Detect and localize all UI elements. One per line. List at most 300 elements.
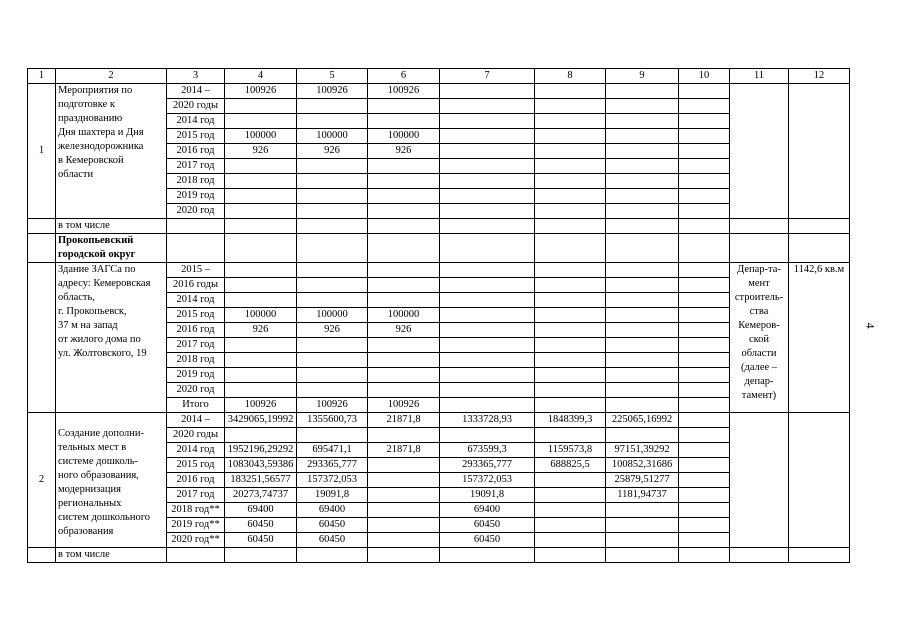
value-cell <box>606 263 679 278</box>
value-cell <box>535 278 606 293</box>
value-cell: 1952196,29292 <box>225 443 297 458</box>
period-cell: 2017 год <box>167 338 225 353</box>
value-cell <box>535 189 606 204</box>
value-cell <box>225 263 297 278</box>
table-cell <box>225 548 297 563</box>
value-cell <box>606 323 679 338</box>
header-cell: 2 <box>56 69 167 84</box>
value-cell: 1848399,3 <box>535 413 606 428</box>
value-cell <box>679 353 730 368</box>
value-cell: 293365,777 <box>440 458 535 473</box>
value-cell <box>440 159 535 174</box>
table-cell <box>606 219 679 234</box>
value-cell <box>606 533 679 548</box>
text-line: в Кемеровской <box>58 155 124 166</box>
value-cell: 100000 <box>225 129 297 144</box>
period-cell: 2019 год <box>167 189 225 204</box>
value-cell <box>297 189 368 204</box>
value-cell <box>606 204 679 219</box>
period-cell: 2016 год <box>167 323 225 338</box>
header-cell: 4 <box>225 69 297 84</box>
table-cell <box>167 219 225 234</box>
text-line: (далее – <box>740 362 778 373</box>
value-cell <box>225 368 297 383</box>
value-cell <box>440 84 535 99</box>
value-cell <box>297 174 368 189</box>
value-cell <box>297 263 368 278</box>
value-cell <box>297 204 368 219</box>
period-cell: 2016 год <box>167 473 225 488</box>
table-cell <box>440 219 535 234</box>
text-line: Здание ЗАГСа по <box>58 264 136 275</box>
value-cell <box>606 114 679 129</box>
row-number <box>28 548 56 563</box>
table-row <box>28 84 850 99</box>
event-title <box>56 84 167 219</box>
text-line: городской округ <box>58 249 136 260</box>
table-cell <box>368 219 440 234</box>
table-cell <box>730 548 789 563</box>
value-cell: 100000 <box>368 129 440 144</box>
value-cell <box>368 533 440 548</box>
table-row <box>28 413 850 428</box>
value-cell <box>297 159 368 174</box>
text-line: Мероприятия по <box>58 85 133 96</box>
text-line: Создание дополни- <box>58 428 145 439</box>
value-cell: 1355600,73 <box>297 413 368 428</box>
value-cell <box>368 278 440 293</box>
text-line: модернизация <box>58 484 121 495</box>
value-cell <box>440 144 535 159</box>
value-cell <box>225 204 297 219</box>
period-cell: 2020 год** <box>167 533 225 548</box>
table-cell <box>225 234 297 263</box>
value-cell <box>368 428 440 443</box>
period-cell: 2018 год <box>167 174 225 189</box>
value-cell <box>535 398 606 413</box>
table-cell <box>730 219 789 234</box>
header-cell: 1 <box>28 69 56 84</box>
text-line: ул. Жолтовского, 19 <box>58 348 147 359</box>
value-cell: 19091,8 <box>297 488 368 503</box>
table-cell <box>679 548 730 563</box>
value-cell <box>679 144 730 159</box>
table-cell <box>297 548 368 563</box>
value-cell: 688825,5 <box>535 458 606 473</box>
table-cell <box>535 219 606 234</box>
value-cell <box>679 458 730 473</box>
value-cell <box>297 353 368 368</box>
value-cell <box>679 338 730 353</box>
value-cell <box>368 383 440 398</box>
value-cell <box>679 293 730 308</box>
value-cell <box>606 174 679 189</box>
table-cell <box>789 219 850 234</box>
text-line: тельных мест в <box>58 442 127 453</box>
period-cell: 2014 год <box>167 114 225 129</box>
event-title <box>56 413 167 548</box>
value-cell <box>535 293 606 308</box>
header-cell: 12 <box>789 69 850 84</box>
value-cell: 926 <box>297 323 368 338</box>
value-cell <box>679 518 730 533</box>
value-cell <box>535 84 606 99</box>
value-cell: 1181,94737 <box>606 488 679 503</box>
value-cell <box>440 204 535 219</box>
text-line: мент <box>748 278 770 289</box>
value-cell <box>368 204 440 219</box>
value-cell <box>225 114 297 129</box>
value-cell: 100000 <box>225 308 297 323</box>
value-cell <box>679 413 730 428</box>
object-title <box>56 263 167 413</box>
text-line: ства <box>749 306 769 317</box>
value-cell: 69400 <box>440 503 535 518</box>
value-cell <box>535 114 606 129</box>
value-cell <box>606 398 679 413</box>
row-number <box>28 219 56 234</box>
table-cell <box>789 548 850 563</box>
responsible-cell <box>730 84 789 219</box>
value-cell: 69400 <box>225 503 297 518</box>
value-cell <box>440 263 535 278</box>
result-cell <box>789 413 850 548</box>
text-line: железнодорожника <box>58 141 144 152</box>
text-line: области <box>58 169 94 180</box>
value-cell <box>535 488 606 503</box>
text-line: региональных <box>58 498 122 509</box>
value-cell <box>679 368 730 383</box>
value-cell <box>368 488 440 503</box>
value-cell <box>679 189 730 204</box>
including-label: в том числе <box>56 548 167 563</box>
value-cell <box>440 368 535 383</box>
area-cell: 1142,6 кв.м <box>789 263 850 413</box>
period-cell: 2014 – <box>167 84 225 99</box>
value-cell <box>225 278 297 293</box>
value-cell <box>368 338 440 353</box>
text-line: образования <box>58 526 114 537</box>
table-cell <box>225 219 297 234</box>
value-cell <box>225 353 297 368</box>
value-cell <box>297 99 368 114</box>
value-cell: 21871,8 <box>368 443 440 458</box>
value-cell <box>535 308 606 323</box>
value-cell <box>535 353 606 368</box>
value-cell <box>606 308 679 323</box>
value-cell <box>440 308 535 323</box>
value-cell <box>368 353 440 368</box>
value-cell: 1083043,59386 <box>225 458 297 473</box>
row-number: 1 <box>28 84 56 219</box>
period-cell: 2016 годы <box>167 278 225 293</box>
value-cell <box>679 323 730 338</box>
value-cell <box>297 114 368 129</box>
text-line: от жилого дома по <box>58 334 141 345</box>
value-cell <box>535 368 606 383</box>
value-cell <box>679 278 730 293</box>
period-cell: 2015 год <box>167 308 225 323</box>
text-line: подготовке к <box>58 99 115 110</box>
value-cell <box>606 353 679 368</box>
value-cell <box>679 114 730 129</box>
responsible-cell <box>730 413 789 548</box>
value-cell: 60450 <box>225 533 297 548</box>
value-cell <box>297 428 368 443</box>
value-cell <box>679 308 730 323</box>
value-cell <box>368 293 440 308</box>
value-cell <box>440 323 535 338</box>
value-cell <box>297 293 368 308</box>
text-line: область, <box>58 292 95 303</box>
table-cell <box>535 234 606 263</box>
value-cell: 100000 <box>297 129 368 144</box>
value-cell <box>679 174 730 189</box>
value-cell <box>679 204 730 219</box>
period-cell: Итого <box>167 398 225 413</box>
table-cell <box>440 548 535 563</box>
value-cell <box>606 503 679 518</box>
value-cell <box>606 144 679 159</box>
value-cell <box>535 473 606 488</box>
table-cell <box>679 234 730 263</box>
text-line: Кемеров- <box>738 320 780 331</box>
value-cell: 157372,053 <box>297 473 368 488</box>
value-cell <box>225 159 297 174</box>
value-cell <box>535 263 606 278</box>
value-cell <box>535 174 606 189</box>
text-line: празднованию <box>58 113 123 124</box>
value-cell <box>679 383 730 398</box>
value-cell <box>606 84 679 99</box>
value-cell: 60450 <box>440 518 535 533</box>
value-cell: 19091,8 <box>440 488 535 503</box>
value-cell <box>225 174 297 189</box>
value-cell <box>606 338 679 353</box>
value-cell: 21871,8 <box>368 413 440 428</box>
value-cell <box>679 129 730 144</box>
text-line: систем дошкольного <box>58 512 151 523</box>
value-cell <box>606 278 679 293</box>
value-cell <box>225 428 297 443</box>
value-cell <box>440 129 535 144</box>
value-cell <box>440 99 535 114</box>
value-cell <box>535 518 606 533</box>
header-cell: 7 <box>440 69 535 84</box>
period-cell: 2015 год <box>167 129 225 144</box>
period-cell: 2015 – <box>167 263 225 278</box>
period-cell: 2017 год <box>167 488 225 503</box>
value-cell <box>679 428 730 443</box>
table-cell <box>440 234 535 263</box>
value-cell <box>679 84 730 99</box>
value-cell: 100000 <box>368 308 440 323</box>
value-cell <box>440 278 535 293</box>
header-cell: 8 <box>535 69 606 84</box>
value-cell <box>535 338 606 353</box>
value-cell <box>297 368 368 383</box>
text-line: ного образования, <box>58 470 139 481</box>
table-cell <box>789 234 850 263</box>
result-cell <box>789 84 850 219</box>
value-cell <box>225 189 297 204</box>
value-cell: 60450 <box>440 533 535 548</box>
text-line: Прокопьевский <box>58 235 134 246</box>
value-cell: 60450 <box>297 518 368 533</box>
value-cell: 926 <box>225 144 297 159</box>
value-cell: 60450 <box>297 533 368 548</box>
period-cell: 2018 год** <box>167 503 225 518</box>
value-cell <box>368 503 440 518</box>
value-cell <box>297 338 368 353</box>
value-cell: 225065,16992 <box>606 413 679 428</box>
period-cell: 2020 год <box>167 204 225 219</box>
period-cell: 2014 – <box>167 413 225 428</box>
value-cell <box>606 189 679 204</box>
value-cell <box>606 129 679 144</box>
header-cell: 3 <box>167 69 225 84</box>
table-row <box>28 263 850 278</box>
value-cell: 100926 <box>225 84 297 99</box>
value-cell <box>368 99 440 114</box>
value-cell <box>535 99 606 114</box>
value-cell <box>535 204 606 219</box>
value-cell <box>225 99 297 114</box>
text-line: Депар-та- <box>737 264 781 275</box>
value-cell <box>440 174 535 189</box>
period-cell: 2018 год <box>167 353 225 368</box>
value-cell <box>535 129 606 144</box>
period-cell: 2020 год <box>167 383 225 398</box>
value-cell <box>679 503 730 518</box>
row-number <box>28 263 56 413</box>
value-cell <box>535 383 606 398</box>
table-cell <box>368 548 440 563</box>
page-number: 4 <box>863 322 878 329</box>
period-cell: 2017 год <box>167 159 225 174</box>
table-cell <box>535 548 606 563</box>
value-cell <box>606 368 679 383</box>
value-cell: 926 <box>368 323 440 338</box>
value-cell <box>297 383 368 398</box>
value-cell <box>368 473 440 488</box>
value-cell <box>679 263 730 278</box>
period-cell: 2019 год <box>167 368 225 383</box>
value-cell <box>606 383 679 398</box>
period-cell: 2020 годы <box>167 99 225 114</box>
table-cell <box>297 234 368 263</box>
period-cell: 2014 год <box>167 293 225 308</box>
value-cell: 926 <box>225 323 297 338</box>
header-cell: 11 <box>730 69 789 84</box>
value-cell: 183251,56577 <box>225 473 297 488</box>
value-cell: 69400 <box>297 503 368 518</box>
table-cell <box>679 219 730 234</box>
value-cell <box>225 383 297 398</box>
value-cell <box>440 189 535 204</box>
value-cell: 673599,3 <box>440 443 535 458</box>
value-cell <box>606 518 679 533</box>
value-cell <box>679 488 730 503</box>
value-cell: 100926 <box>297 84 368 99</box>
value-cell <box>535 533 606 548</box>
text-line: области <box>741 348 777 359</box>
table-cell <box>167 548 225 563</box>
period-cell: 2014 год <box>167 443 225 458</box>
value-cell <box>368 518 440 533</box>
table-cell <box>606 234 679 263</box>
city-label <box>56 234 167 263</box>
text-line: системе дошколь- <box>58 456 139 467</box>
value-cell: 100926 <box>368 84 440 99</box>
value-cell <box>368 458 440 473</box>
text-line: тамент) <box>741 390 777 401</box>
table-cell <box>297 219 368 234</box>
value-cell <box>679 443 730 458</box>
value-cell: 293365,777 <box>297 458 368 473</box>
value-cell <box>679 398 730 413</box>
period-cell: 2019 год** <box>167 518 225 533</box>
value-cell: 97151,39292 <box>606 443 679 458</box>
value-cell <box>535 323 606 338</box>
value-cell <box>679 159 730 174</box>
department-cell <box>730 263 789 413</box>
value-cell: 1159573,8 <box>535 443 606 458</box>
value-cell <box>535 159 606 174</box>
value-cell <box>297 278 368 293</box>
value-cell: 25879,51277 <box>606 473 679 488</box>
value-cell: 20273,74737 <box>225 488 297 503</box>
value-cell <box>440 398 535 413</box>
value-cell <box>368 263 440 278</box>
value-cell: 100926 <box>225 398 297 413</box>
budget-table <box>27 68 850 563</box>
value-cell: 60450 <box>225 518 297 533</box>
header-cell: 9 <box>606 69 679 84</box>
value-cell <box>440 353 535 368</box>
table-row <box>28 69 850 84</box>
value-cell <box>606 293 679 308</box>
value-cell <box>679 533 730 548</box>
row-number <box>28 234 56 263</box>
table-row <box>28 548 850 563</box>
period-cell: 2015 год <box>167 458 225 473</box>
text-line: строитель- <box>734 292 784 303</box>
text-line: адресу: Кемеровская <box>58 278 151 289</box>
value-cell: 926 <box>297 144 368 159</box>
value-cell: 1333728,93 <box>440 413 535 428</box>
value-cell <box>440 383 535 398</box>
period-cell: 2016 год <box>167 144 225 159</box>
value-cell <box>440 428 535 443</box>
value-cell <box>440 293 535 308</box>
value-cell <box>679 473 730 488</box>
table-cell <box>606 548 679 563</box>
value-cell <box>535 144 606 159</box>
table-row <box>28 234 850 263</box>
value-cell: 695471,1 <box>297 443 368 458</box>
value-cell: 3429065,19992 <box>225 413 297 428</box>
value-cell <box>535 503 606 518</box>
value-cell: 157372,053 <box>440 473 535 488</box>
value-cell <box>225 338 297 353</box>
value-cell <box>368 114 440 129</box>
value-cell <box>606 99 679 114</box>
value-cell <box>368 159 440 174</box>
table-row <box>28 219 850 234</box>
value-cell <box>440 114 535 129</box>
value-cell <box>606 428 679 443</box>
